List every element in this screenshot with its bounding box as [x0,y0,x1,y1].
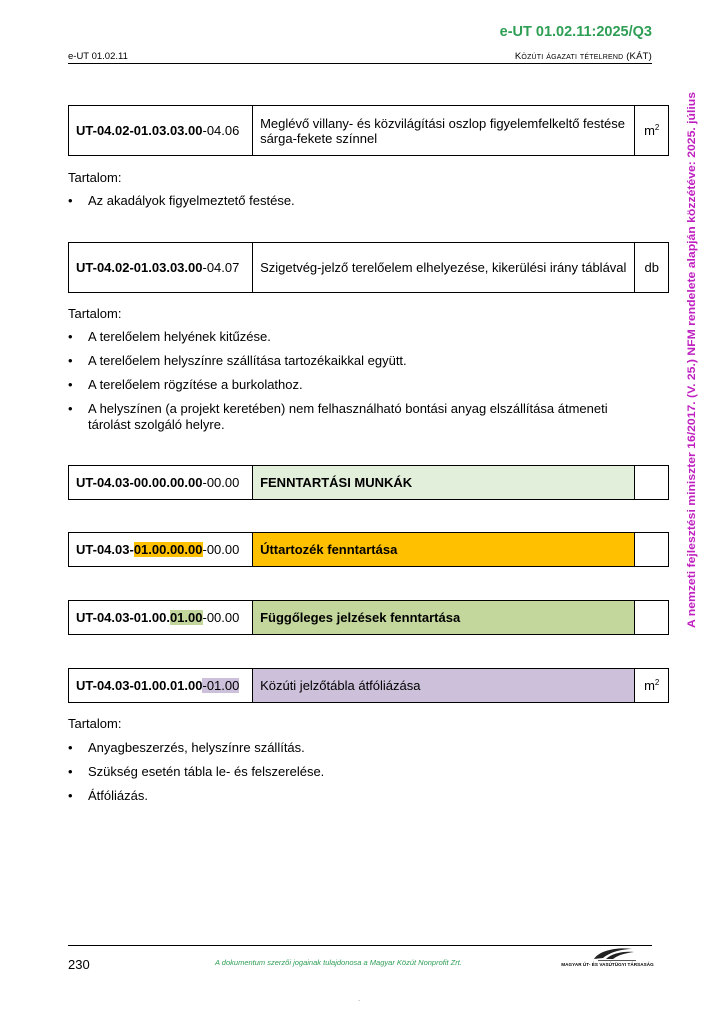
list-item: • Az akadályok figyelmeztető festése. [68,193,628,209]
list-item: • A helyszínen (a projekt keretében) nem felhasználható bontási anyag elszállítása átmeneti tárolást szolgáló helyre. [68,401,628,433]
item-description: FENNTARTÁSI MUNKÁK [253,466,635,500]
item-code [69,533,253,567]
bottom-mark: . [358,994,361,1003]
unit-base: db [644,260,659,275]
item-code-main: UT-04.02-01.03.03.00 [76,123,203,138]
item-code-main: UT-04.03-00.00.00.00 [76,475,203,490]
list-item: • Átfóliázás. [68,788,628,804]
item-code [69,669,253,703]
item-table-1 [68,105,669,156]
unit-superscript: 2 [654,123,660,132]
item-description: Úttartozék fenntartása [253,533,635,567]
content-list-3 [68,740,628,812]
item-code-highlight: -01.00 [202,678,240,693]
item-table-3 [68,465,669,500]
list-item: • Szükség esetén tábla le- és felszerelése. [68,764,628,780]
side-note-svg [680,90,700,630]
item-code-suffix: -00.00 [202,542,240,557]
item-code [69,243,253,293]
item-code-highlight: 01.00.00.00 [133,542,203,557]
list-item: • A terelőelem helyszínre szállítása tartozékaikkal együtt. [68,353,628,369]
document-code: e-UT 01.02.11:2025/Q3 [499,24,652,40]
item-unit [635,601,669,635]
page-number: 230 [68,957,90,972]
item-table-5 [68,600,669,635]
item-code [69,466,253,500]
side-note [680,90,700,630]
item-table-4 [68,532,669,567]
item-code-suffix: -00.00 [202,610,240,625]
content-list-2 [68,329,628,441]
content-label-3: Tartalom: [68,716,122,731]
content-list-1 [68,193,628,217]
logo-text: MAGYAR ÚT- ÉS VASÚTÜGYI TÁRSASÁG [561,962,654,967]
item-code-prefix: UT-04.03-01.00.01.00 [76,678,203,693]
item-code [69,601,253,635]
item-code-suffix: -04.06 [202,123,240,138]
item-code-suffix: -04.07 [202,260,240,275]
unit-base: m [644,678,655,693]
side-note-text: A nemzeti fejlesztési miniszter 16/2017. (V. 25.) NFM rendelete alapján közzétéve: 2025. július [686,144,698,628]
logo-swoosh-icon [560,946,655,962]
item-description: Függőleges jelzések fenntartása [253,601,635,635]
item-unit [635,669,669,703]
item-table-6 [68,668,669,703]
unit-base: m [644,123,655,138]
item-code-suffix: -00.00 [202,475,240,490]
header-right: Közúti ágazati tételrend (KÁT) [514,51,652,62]
content-label-1: Tartalom: [68,170,122,185]
item-code [69,106,253,156]
list-item: • A terelőelem rögzítése a burkolathoz. [68,377,628,393]
item-code-prefix: UT-04.03- [76,542,134,557]
item-code-highlight: 01.00 [169,610,203,625]
item-code-main: UT-04.02-01.03.03.00 [76,260,203,275]
content-label-2: Tartalom: [68,306,122,321]
item-description: Meglévő villany- és közvilágítási oszlop figyelemfelkeltő festése sárga-fekete színnel [253,106,635,156]
list-item: • Anyagbeszerzés, helyszínre szállítás. [68,740,628,756]
list-item: • A terelőelem helyének kitűzése. [68,329,628,345]
item-unit [635,106,669,156]
header-left: e-UT 01.02.11 [68,51,128,62]
header-rule [68,63,652,64]
organization-logo [560,946,655,972]
item-unit [635,533,669,567]
copyright-note: A dokumentum szerzői jogainak tulajdonosa a Magyar Közút Nonprofit Zrt. [215,958,462,967]
item-unit [635,466,669,500]
item-description: Szigetvég-jelző terelőelem elhelyezése, kikerülési irány táblával [253,243,635,293]
item-code-prefix: UT-04.03-01.00. [76,610,170,625]
item-table-2 [68,242,669,293]
item-description: Közúti jelzőtábla átfóliázása [253,669,635,703]
item-unit [635,243,669,293]
unit-superscript: 2 [654,678,660,687]
